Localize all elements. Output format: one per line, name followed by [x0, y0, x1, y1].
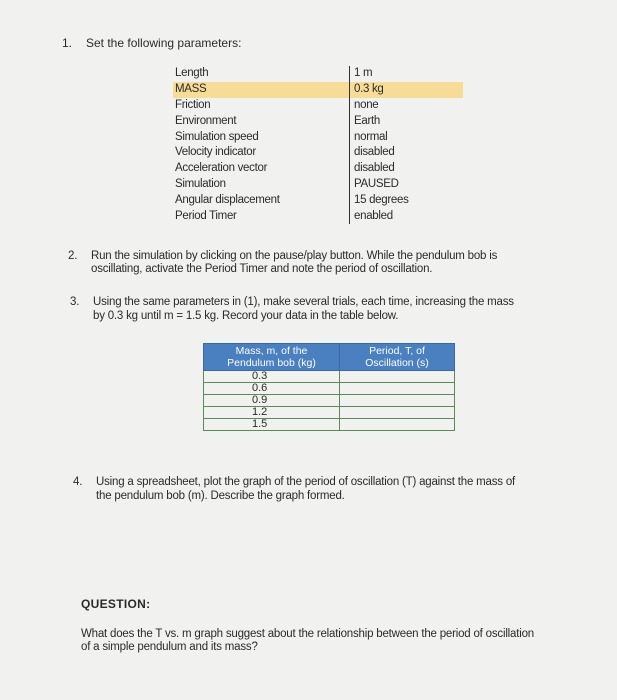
param-name: Acceleration vector: [175, 162, 268, 175]
step4-line2: the pendulum bob (m). Describe the graph formed.: [96, 490, 345, 502]
param-name: Friction: [175, 98, 211, 111]
param-name: Length: [175, 67, 209, 80]
period-cell[interactable]: [340, 395, 455, 407]
period-cell[interactable]: [340, 419, 455, 431]
step2-line1: Run the simulation by clicking on the pause/play button. While the pendulum bob is: [91, 250, 498, 262]
mass-column-header: [204, 344, 340, 371]
mass-cell: 1.5: [204, 419, 340, 431]
period-cell[interactable]: [340, 407, 455, 419]
mass-period-table: [203, 343, 455, 431]
table-header-row: [204, 344, 455, 371]
step1-text: Set the following parameters:: [86, 36, 242, 50]
param-name: Velocity indicator: [175, 146, 256, 159]
param-name: Simulation: [175, 177, 226, 190]
param-value: disabled: [349, 145, 463, 161]
step3-line1: Using the same parameters in (1), make several trials, each time, increasing the mass: [93, 296, 514, 308]
step2-line2: oscillating, activate the Period Timer and note the period of oscillation.: [91, 263, 433, 275]
mass-cell: 0.6: [204, 383, 340, 395]
param-row-period-timer: [173, 208, 463, 224]
param-value: 15 degrees: [349, 192, 463, 208]
step4-line1: Using a spreadsheet, plot the graph of the period of oscillation (T) against the mass of: [96, 476, 516, 488]
param-value: 1 m: [349, 66, 463, 82]
question-heading: QUESTION:: [81, 597, 151, 611]
param-name: Simulation speed: [175, 130, 259, 143]
param-value: enabled: [349, 208, 463, 224]
step2-number: 2.: [68, 250, 78, 262]
mass-cell: 0.3: [204, 371, 340, 383]
period-cell[interactable]: [340, 383, 455, 395]
mass-cell: 0.9: [204, 395, 340, 407]
step1-number: 1.: [62, 36, 73, 50]
header-line: Mass, m, of the: [235, 345, 308, 357]
param-row-acceleration-vector: [173, 161, 463, 177]
param-row-velocity-indicator: [173, 145, 463, 161]
header-line: Pendulum bob (kg): [227, 357, 316, 369]
param-value: none: [349, 98, 463, 114]
param-value: Earth: [349, 113, 463, 129]
param-name: MASS: [175, 83, 207, 96]
table-row: [204, 395, 455, 407]
table-row: [204, 419, 455, 431]
table-row: [204, 383, 455, 395]
param-name: Environment: [175, 114, 237, 127]
table-row: [204, 371, 455, 383]
step3-number: 3.: [70, 296, 80, 308]
param-row-mass: [173, 82, 463, 98]
question-line1: What does the T vs. m graph suggest about the relationship between the period of oscillation: [81, 628, 534, 640]
header-line: Oscillation (s): [365, 357, 429, 369]
mass-cell: 1.2: [204, 407, 340, 419]
param-row-environment: [173, 113, 463, 129]
param-row-length: [173, 66, 463, 82]
parameters-table: [173, 66, 463, 224]
step4-number: 4.: [73, 476, 83, 488]
step3-line2: by 0.3 kg until m = 1.5 kg. Record your data in the table below.: [93, 310, 399, 322]
period-column-header: [340, 344, 455, 371]
param-value: 0.3 kg: [349, 82, 463, 98]
param-value: PAUSED: [349, 177, 463, 193]
header-line: Period, T, of: [369, 345, 425, 357]
question-line2: of a simple pendulum and its mass?: [81, 641, 258, 653]
param-value: normal: [349, 129, 463, 145]
param-value: disabled: [349, 161, 463, 177]
param-row-angular-displacement: [173, 192, 463, 208]
period-cell[interactable]: [340, 371, 455, 383]
table-row: [204, 407, 455, 419]
param-row-simulation-speed: [173, 129, 463, 145]
param-name: Period Timer: [175, 209, 237, 222]
param-row-simulation: [173, 177, 463, 193]
param-name: Angular displacement: [175, 193, 280, 206]
param-row-friction: [173, 98, 463, 114]
